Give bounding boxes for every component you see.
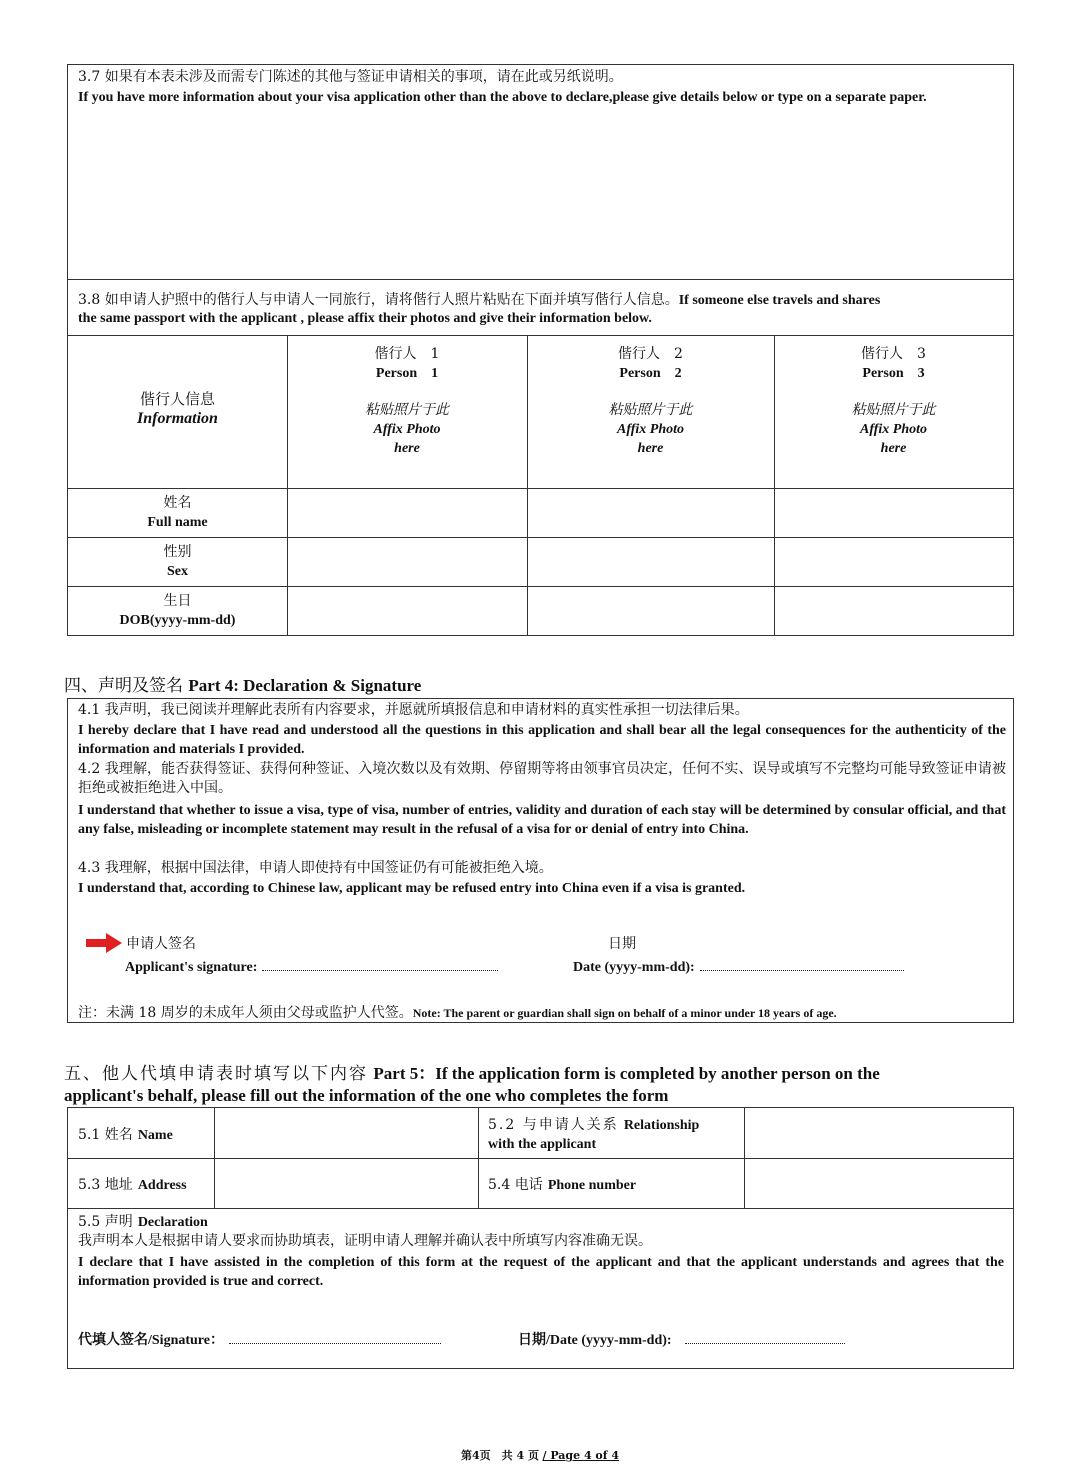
- page-number-en: / Page 4 of 4: [542, 1449, 619, 1462]
- affix-here: here: [637, 441, 664, 456]
- note-zh: 注：未满 18 周岁的未成年人须由父母或监护人代签。: [78, 1005, 413, 1021]
- s38-zh: 3.8 如申请人护照中的偕行人与申请人一同旅行，请将偕行人照片粘贴在下面并填写偕行人信息。: [78, 292, 679, 308]
- row-label-full-name: [68, 488, 287, 537]
- person-3-en: Person 3: [862, 366, 925, 381]
- section-3-7-box: [67, 64, 1014, 280]
- part4-heading-zh: 四、声明及签名: [64, 676, 183, 696]
- applicant-signature-label-en: Applicant's signature:: [125, 960, 258, 975]
- name-input[interactable]: [215, 1109, 477, 1157]
- f53-zh: 5.3 地址: [78, 1177, 133, 1193]
- part5-heading-en2: applicant's behalf, please fill out the information of the one who completes the form: [64, 1086, 669, 1105]
- row-label-sex: [68, 537, 287, 586]
- person-2-photo-cell[interactable]: [527, 336, 774, 488]
- person-2-zh: 偕行人 2: [618, 346, 683, 362]
- full-name-input-2[interactable]: [528, 489, 773, 536]
- person-1-en: Person 1: [375, 366, 439, 381]
- full-name-input-3[interactable]: [775, 489, 1013, 536]
- full-name-zh: 姓名: [163, 495, 192, 511]
- person-3-zh: 偕行人 3: [861, 346, 926, 362]
- part5-heading-line1: [64, 1063, 1019, 1085]
- proxy-signature-row: [78, 1329, 441, 1350]
- person-1-zh: 偕行人 1: [374, 346, 440, 362]
- sex-input-1[interactable]: [288, 538, 526, 585]
- sex-zh: 性别: [163, 544, 192, 560]
- s38-en-inline: If someone else travels and shares: [678, 293, 881, 308]
- d43-zh: 4.3 我理解，根据中国法律，申请人即使持有中国签证仍有可能被拒绝入境。: [78, 860, 553, 876]
- applicant-signature-label-zh: 申请人签名: [126, 936, 196, 952]
- f52-en1: Relationship: [623, 1118, 700, 1133]
- affix-zh: 粘贴照片于此: [851, 402, 936, 418]
- d41-en: I hereby declare that I have read and understood all the questions in this application and shall bear all the legal consequences for the authenticity of the information and materials I provided.: [78, 723, 1006, 757]
- phone-input[interactable]: [745, 1159, 1013, 1207]
- person-2-en: Person 2: [619, 366, 682, 381]
- part4-box: [67, 698, 1014, 1023]
- f55-label: [78, 1211, 208, 1232]
- affix-en: Affix Photo: [859, 422, 928, 437]
- f52-zh: 5.2 与申请人关系: [488, 1117, 619, 1133]
- f55-en: Declaration: [137, 1215, 208, 1230]
- f51-label: [78, 1124, 173, 1145]
- address-input[interactable]: [215, 1159, 477, 1207]
- applicant-signature-field[interactable]: [262, 956, 498, 971]
- d43-en: I understand that, according to Chinese law, applicant may be refused entry into China even if a visa is granted.: [78, 881, 746, 896]
- f51-zh: 5.1 姓名: [78, 1127, 133, 1143]
- minor-note: [78, 1002, 837, 1023]
- d42-en: I understand that whether to issue a visa, type of visa, number of entries, validity and duration of each stay will be determined by consular official, and that any false, misleading or incomplete statement may result in the refusal of a visa for or denial of entry into China.: [78, 803, 1006, 837]
- f53-en: Address: [137, 1178, 187, 1193]
- decl-zh: 我声明本人是根据申请人要求而协助填表，证明申请人理解并确认表中所填写内容准确无误。: [78, 1233, 652, 1249]
- page-footer: [0, 1449, 1080, 1463]
- part5-heading-line2: [64, 1085, 1019, 1107]
- date-label-en: Date (yyyy-mm-dd):: [573, 960, 695, 975]
- f52-label: [488, 1114, 699, 1154]
- info-zh: 偕行人信息: [139, 390, 215, 408]
- s38-line1: [78, 289, 1008, 310]
- date-row: [573, 956, 904, 977]
- sex-input-2[interactable]: [528, 538, 773, 585]
- date-field[interactable]: [700, 956, 904, 971]
- proxy-signature-label: 代填人签名/Signature：: [78, 1333, 224, 1348]
- full-name-input-1[interactable]: [288, 489, 526, 536]
- d41-zh: 4.1 我声明，我已阅读并理解此表所有内容要求，并愿就所填报信息和申请材料的真实性承担一切法律后果。: [78, 702, 749, 718]
- person-3-photo-cell[interactable]: [774, 336, 1013, 488]
- dob-input-3[interactable]: [775, 587, 1013, 635]
- affix-en: Affix Photo: [373, 422, 441, 437]
- companion-info-label: [68, 336, 287, 488]
- f54-zh: 5.4 电话: [488, 1177, 543, 1193]
- decl-en: I declare that I have assisted in the completion of this form at the request of the applicant and that the applicant understands and agrees that the information provided is true and correct.: [78, 1255, 1004, 1289]
- part4-heading-en: Part 4: Declaration & Signature: [188, 676, 422, 695]
- person-1-photo-cell[interactable]: [287, 336, 527, 488]
- proxy-signature-field[interactable]: [229, 1329, 441, 1344]
- s37-answer-area[interactable]: [74, 129, 1007, 275]
- applicant-signature-row: [125, 956, 498, 977]
- note-en: Note: The parent or guardian shall sign on behalf of a minor under 18 years of age.: [412, 1006, 837, 1020]
- section-3-8-box: [67, 279, 1014, 336]
- f51-en: Name: [137, 1128, 173, 1143]
- companion-table: [67, 335, 1014, 636]
- arrow-right-icon: [86, 933, 122, 953]
- part5-heading-en1: Part 5：If the application form is completed by another person on the: [373, 1064, 880, 1083]
- date-label-zh: 日期: [608, 936, 636, 952]
- row-label-dob: [68, 586, 287, 636]
- affix-zh: 粘贴照片于此: [608, 402, 693, 418]
- sex-input-3[interactable]: [775, 538, 1013, 585]
- s37-en: If you have more information about your visa application other than the above to declare,please give details below or type on a separate paper.: [78, 90, 927, 105]
- proxy-date-label: 日期/Date (yyyy-mm-dd):: [518, 1333, 672, 1348]
- proxy-date-field[interactable]: [685, 1329, 845, 1344]
- part5-table: [67, 1107, 1014, 1369]
- sex-en: Sex: [167, 564, 188, 579]
- dob-input-1[interactable]: [288, 587, 526, 635]
- dob-input-2[interactable]: [528, 587, 773, 635]
- f55-zh: 5.5 声明: [78, 1214, 133, 1230]
- dob-en: DOB(yyyy-mm-dd): [119, 613, 236, 628]
- affix-here: here: [880, 441, 907, 456]
- info-en: Information: [137, 410, 218, 427]
- affix-zh: 粘贴照片于此: [365, 402, 449, 418]
- part4-heading: [64, 675, 964, 697]
- affix-here: here: [394, 441, 420, 456]
- page-number-zh: 第4页 共 4 页: [461, 1449, 539, 1462]
- s38-en: the same passport with the applicant , please affix their photos and give their information below.: [78, 311, 652, 326]
- affix-en: Affix Photo: [616, 422, 685, 437]
- full-name-en: Full name: [147, 515, 208, 530]
- f54-label: [488, 1174, 636, 1195]
- d42-zh: 4.2 我理解，能否获得签证、获得何种签证、入境次数以及有效期、停留期等将由领事官员决定，任何不实、误导或填写不完整均可能导致签证申请被拒绝或被拒绝进入中国。: [78, 761, 1006, 796]
- dob-zh: 生日: [163, 593, 192, 609]
- f54-en: Phone number: [547, 1178, 637, 1193]
- f52-en2: with the applicant: [488, 1137, 597, 1152]
- part5-heading-zh: 五、他人代填申请表时填写以下内容: [64, 1064, 368, 1084]
- s37-zh: 3.7 如果有本表未涉及而需专门陈述的其他与签证申请相关的事项，请在此或另纸说明。: [78, 69, 623, 85]
- relationship-input[interactable]: [745, 1109, 1013, 1157]
- f53-label: [78, 1174, 187, 1195]
- proxy-date-row: [518, 1329, 845, 1350]
